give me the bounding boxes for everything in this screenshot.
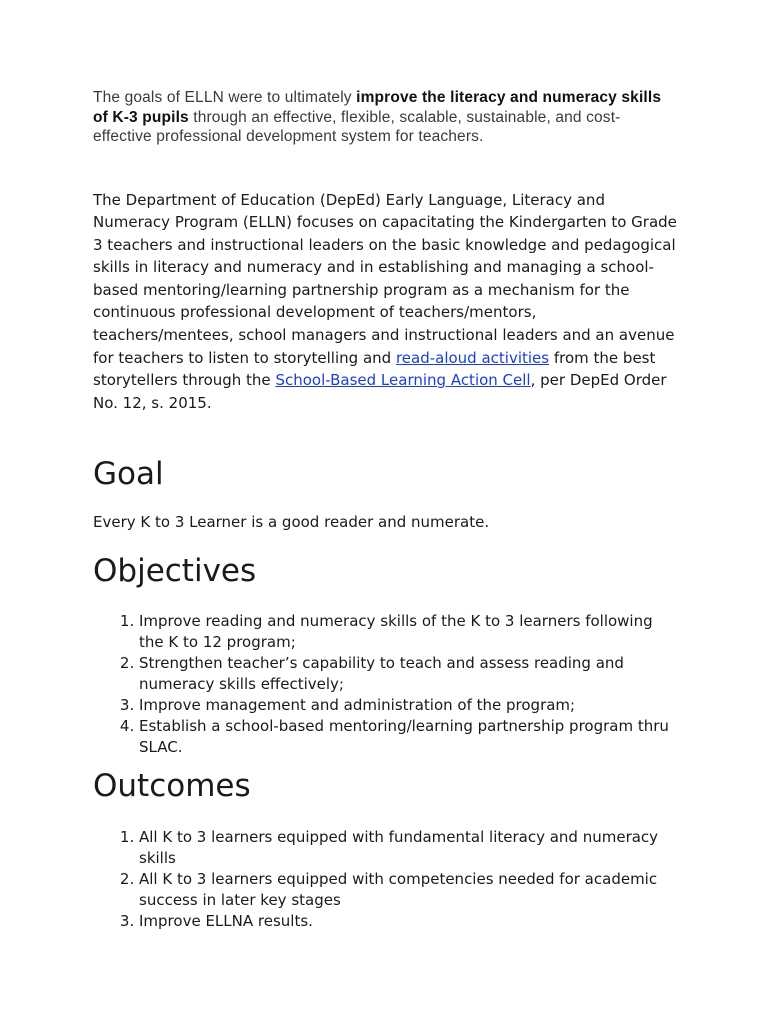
intro-prefix: The goals of ELLN were to ultimately: [93, 89, 357, 106]
list-item: 1. Improve reading and numeracy skills of the K to 3 learners following the K to 12 program;: [139, 611, 678, 653]
outcomes-heading: Outcomes: [93, 768, 251, 805]
intro-paragraph: [93, 88, 678, 147]
objectives-heading: Objectives: [93, 553, 257, 590]
description-paragraph: [93, 189, 678, 415]
list-item: 2. Strengthen teacher’s capability to teach and assess reading and numeracy skills effectively;: [139, 653, 678, 695]
slac-link[interactable]: School-Based Learning Action Cell: [275, 371, 531, 390]
list-item: 4. Establish a school-based mentoring/learning partnership program thru SLAC.: [139, 716, 678, 758]
list-item: 3. Improve management and administration of the program;: [139, 695, 678, 716]
list-item: 3. Improve ELLNA results.: [139, 911, 678, 932]
intro-suffix: through an effective, flexible, scalable, sustainable, and cost-effective professional development system for teachers.: [93, 108, 621, 145]
goal-heading: Goal: [93, 456, 164, 493]
document-page: [93, 88, 678, 932]
list-item: 2. All K to 3 learners equipped with competencies needed for academic success in later key stages: [139, 869, 678, 911]
read-aloud-link[interactable]: read-aloud activities: [395, 348, 550, 367]
intro-bold: improve the literacy and numeracy skills of K-3 pupils: [93, 89, 662, 126]
description-text-1: The Department of Education (DepEd) Early Language, Literacy and Numeracy Program (ELLN) focuses on capacitating the Kindergarten to Grade 3 teachers and instructional leaders on the basic knowledge and pedagogical skills in literacy and numeracy and in establishing and managing a school-based mentoring/learning partnership program as a mechanism for the continuous professional development of teachers/mentors, teachers/mentees, school managers and instructional leaders and an avenue for teachers to listen to storytelling and: [93, 190, 677, 367]
description-text-2: from the best storytellers through the: [93, 348, 656, 390]
list-item: 1. All K to 3 learners equipped with fundamental literacy and numeracy skills: [139, 827, 678, 869]
objectives-list: [93, 611, 678, 758]
description-text-3: , per DepEd Order No. 12, s. 2015.: [93, 371, 667, 412]
outcomes-list: [93, 827, 678, 932]
goal-text: Every K to 3 Learner is a good reader and numerate.: [93, 513, 490, 532]
